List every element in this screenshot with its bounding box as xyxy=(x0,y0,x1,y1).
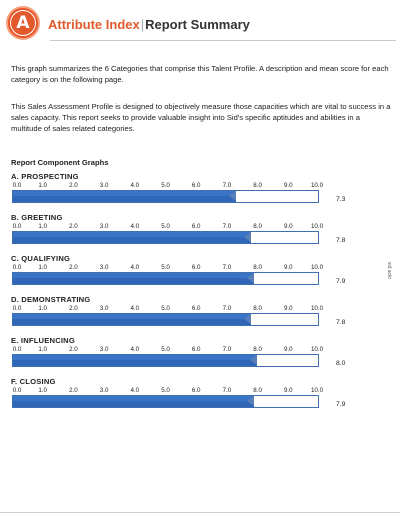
tick-label: 2.0 xyxy=(69,387,78,394)
score-value: 7.8 xyxy=(336,319,346,326)
component-graph xyxy=(11,377,391,417)
score-value: 7.9 xyxy=(336,278,346,285)
tick-label: 2.0 xyxy=(69,346,78,353)
tick-label: 8.0 xyxy=(253,387,262,394)
tick-label: 6.0 xyxy=(191,223,201,230)
tick-label: 2.0 xyxy=(69,182,78,189)
tick-label: 0.0 xyxy=(12,264,22,271)
tick-label: 5.0 xyxy=(161,346,170,353)
tick-label: 0.0 xyxy=(12,223,22,230)
tick-label: 6.0 xyxy=(191,264,201,271)
tick-label: 10.0 xyxy=(310,264,324,271)
tick-label: 7.0 xyxy=(222,264,232,271)
tick-label: 7.0 xyxy=(222,346,232,353)
logo-letter: A xyxy=(10,10,36,36)
score-track xyxy=(12,190,319,203)
tick-label: 3.0 xyxy=(99,305,109,312)
tick-label: 3.0 xyxy=(99,387,109,394)
tick-label: 6.0 xyxy=(191,182,201,189)
tick-label: 4.0 xyxy=(130,223,140,230)
score-marker xyxy=(244,314,251,324)
tick-label: 8.0 xyxy=(253,223,262,230)
score-marker xyxy=(250,355,257,365)
tick-label: 9.0 xyxy=(283,346,293,353)
tick-label: 3.0 xyxy=(99,182,109,189)
score-track xyxy=(12,395,319,408)
tick-label: 8.0 xyxy=(253,264,262,271)
tick-label: 4.0 xyxy=(130,346,140,353)
tick-label: 4.0 xyxy=(130,182,140,189)
report-header xyxy=(6,6,396,46)
score-bar-highlight xyxy=(13,314,251,319)
tick-label: 8.0 xyxy=(253,305,262,312)
tick-label: 10.0 xyxy=(310,223,324,230)
tick-label: 1.0 xyxy=(38,387,47,394)
tick-label: 9.0 xyxy=(283,182,293,189)
tick-label: 3.0 xyxy=(99,223,109,230)
score-bar-highlight xyxy=(13,232,251,237)
tick-label: 4.0 xyxy=(130,387,140,394)
tick-label: 9.0 xyxy=(283,264,293,271)
tick-label: 9.0 xyxy=(283,387,293,394)
title-separator: | xyxy=(140,17,145,32)
tick-label: 2.0 xyxy=(69,264,78,271)
tick-label: 6.0 xyxy=(191,346,201,353)
tick-label: 5.0 xyxy=(161,182,170,189)
tick-label: 6.0 xyxy=(191,305,201,312)
score-track xyxy=(12,272,319,285)
tick-label: 5.0 xyxy=(161,305,170,312)
category-name: E. INFLUENCING xyxy=(11,336,75,345)
tick-label: 5.0 xyxy=(161,223,170,230)
score-value: 8.0 xyxy=(336,360,346,367)
tick-label: 2.0 xyxy=(69,305,78,312)
tick-label: 0.0 xyxy=(12,346,22,353)
component-graph xyxy=(11,254,391,294)
summary-paragraph: This graph summarizes the 6 Categories that comprise this Talent Profile. A description and mean score for each category is on the following page. xyxy=(11,64,389,84)
tick-label: 7.0 xyxy=(222,305,232,312)
tick-label: 5.0 xyxy=(161,387,170,394)
component-graph xyxy=(11,336,391,376)
score-marker xyxy=(247,396,254,406)
tick-label: 1.0 xyxy=(38,223,47,230)
tick-label: 8.0 xyxy=(253,182,262,189)
score-marker xyxy=(229,191,236,201)
component-graph xyxy=(11,213,391,253)
footer-divider xyxy=(0,512,400,513)
score-marker xyxy=(244,232,251,242)
score-value: 7.8 xyxy=(336,237,346,244)
tick-label: 0.0 xyxy=(12,305,22,312)
tick-label: 7.0 xyxy=(222,387,232,394)
attribute-index-logo xyxy=(6,6,40,40)
tick-label: 10.0 xyxy=(310,387,324,394)
header-divider xyxy=(50,40,396,41)
tick-label: 8.0 xyxy=(253,346,262,353)
graphs-title: Report Component Graphs xyxy=(11,158,109,167)
tick-label: 7.0 xyxy=(222,182,232,189)
score-value: 7.9 xyxy=(336,401,346,408)
category-name: F. CLOSING xyxy=(11,377,56,386)
tick-label: 0.0 xyxy=(12,182,22,189)
score-marker xyxy=(247,273,254,283)
tick-label: 3.0 xyxy=(99,264,109,271)
score-track xyxy=(12,231,319,244)
title-primary: Attribute Index xyxy=(48,17,140,32)
category-name: B. GREETING xyxy=(11,213,63,222)
score-track xyxy=(12,354,319,367)
side-note: sid ackr xyxy=(386,262,392,280)
tick-label: 6.0 xyxy=(191,387,201,394)
tick-label: 9.0 xyxy=(283,305,293,312)
title-secondary: Report Summary xyxy=(145,17,250,32)
score-bar-highlight xyxy=(13,355,257,360)
tick-label: 10.0 xyxy=(310,182,324,189)
tick-label: 1.0 xyxy=(38,305,47,312)
tick-label: 3.0 xyxy=(99,346,109,353)
tick-label: 10.0 xyxy=(310,305,324,312)
category-name: A. PROSPECTING xyxy=(11,172,79,181)
tick-label: 4.0 xyxy=(130,264,140,271)
tick-label: 2.0 xyxy=(69,223,78,230)
tick-label: 0.0 xyxy=(12,387,22,394)
profile-paragraph: This Sales Assessment Profile is designed to objectively measure those capacities which are vital to success in a sales capacity. This report seeks to provide valuable insight into Sid's specific aptitudes and abilities in a multitude of sales related categories. xyxy=(11,102,391,133)
tick-label: 10.0 xyxy=(310,346,324,353)
tick-label: 9.0 xyxy=(283,223,293,230)
score-bar-highlight xyxy=(13,273,254,278)
component-graph xyxy=(11,295,391,335)
page-title xyxy=(48,17,250,32)
tick-label: 5.0 xyxy=(161,264,170,271)
tick-label: 1.0 xyxy=(38,182,47,189)
component-graph xyxy=(11,172,391,212)
tick-label: 7.0 xyxy=(222,223,232,230)
score-track xyxy=(12,313,319,326)
score-value: 7.3 xyxy=(336,196,346,203)
tick-label: 4.0 xyxy=(130,305,140,312)
score-bar-highlight xyxy=(13,396,254,401)
category-name: D. DEMONSTRATING xyxy=(11,295,91,304)
category-name: C. QUALIFYING xyxy=(11,254,71,263)
tick-label: 1.0 xyxy=(38,346,47,353)
score-bar-highlight xyxy=(13,191,236,196)
tick-label: 1.0 xyxy=(38,264,47,271)
